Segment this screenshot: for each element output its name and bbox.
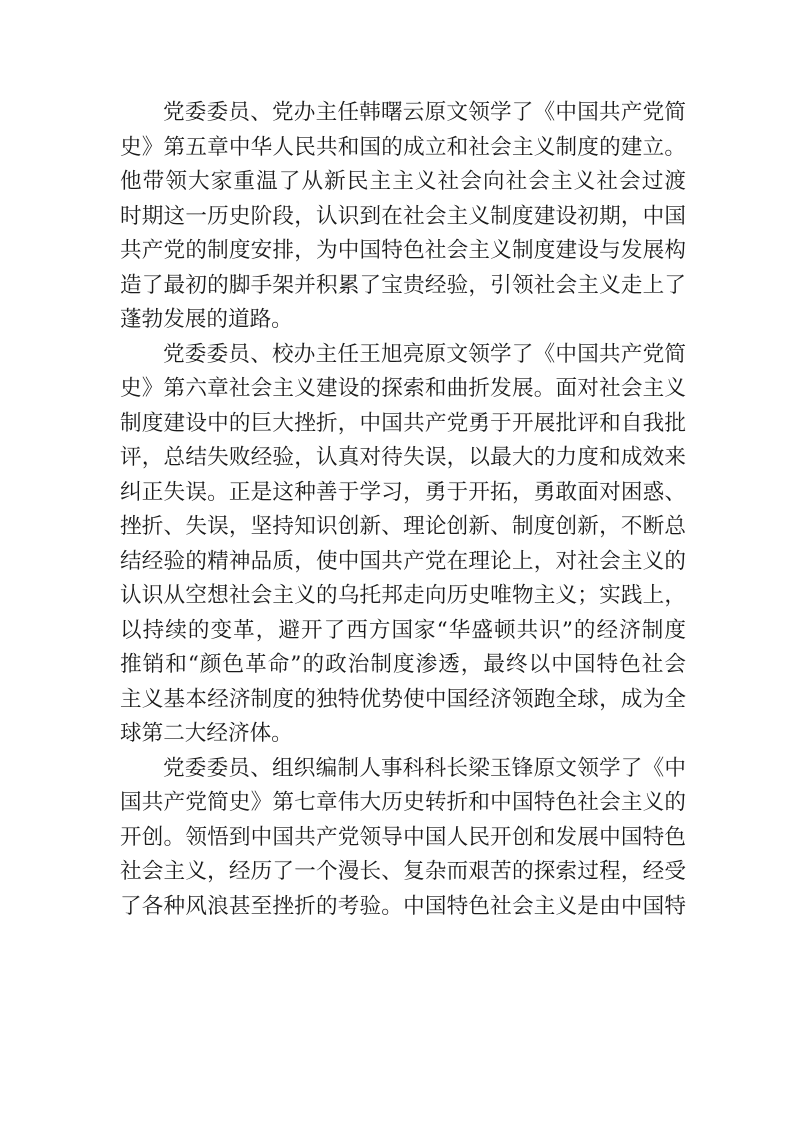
text-line: 球第二大经济体。: [120, 721, 293, 746]
text-line: 了各种风浪甚至挫折的考验。中国特色社会主义是由中国特: [120, 893, 686, 919]
text-line: 推销和“颜色革命”的政治制度渗透，最终以中国特色社会: [120, 652, 686, 677]
paragraph-3: [120, 752, 686, 925]
text-line: 评，总结失败经验，认真对待失误，以最大的力度和成效来: [120, 445, 686, 470]
text-line: 以持续的变革，避开了西方国家“华盛顿共识”的经济制度: [120, 617, 686, 643]
paragraph-1: [120, 96, 686, 338]
text-line: 他带领大家重温了从新民主主义社会向社会主义社会过渡: [120, 169, 686, 194]
text-line: 认识从空想社会主义的乌托邦走向历史唯物主义；实践上，: [120, 583, 686, 608]
text-line: 造了最初的脚手架并积累了宝贵经验，引领社会主义走上了: [120, 272, 686, 298]
text-line: 制度建设中的巨大挫折，中国共产党勇于开展批评和自我批: [120, 410, 686, 436]
paragraph-2: [120, 338, 686, 752]
text-line: 时期这一历史阶段，认识到在社会主义制度建设初期，中国: [120, 203, 686, 229]
document-body: [120, 96, 686, 924]
text-line: 史》第六章社会主义建设的探索和曲折发展。面对社会主义: [120, 376, 686, 401]
text-line: 纠正失误。正是这种善于学习，勇于开拓，勇敢面对困惑、: [120, 479, 686, 505]
text-line: 社会主义，经历了一个漫长、复杂而艰苦的探索过程，经受: [120, 859, 686, 884]
text-line: 蓬勃发展的道路。: [120, 307, 293, 332]
text-line: 党委委员、党办主任韩曙云原文领学了《中国共产党简: [163, 100, 686, 125]
text-line: 史》第五章中华人民共和国的成立和社会主义制度的建立。: [120, 134, 686, 160]
text-line: 党委委员、组织编制人事科科长梁玉锋原文领学了《中: [163, 755, 686, 781]
text-line: 开创。领悟到中国共产党领导中国人民开创和发展中国特色: [120, 824, 686, 850]
text-line: 结经验的精神品质，使中国共产党在理论上，对社会主义的: [120, 548, 686, 574]
text-line: 主义基本经济制度的独特优势使中国经济领跑全球，成为全: [120, 686, 686, 712]
text-line: 国共产党简史》第七章伟大历史转折和中国特色社会主义的: [120, 790, 686, 815]
text-line: 党委委员、校办主任王旭亮原文领学了《中国共产党简: [163, 341, 686, 367]
text-line: 共产党的制度安排，为中国特色社会主义制度建设与发展构: [120, 238, 686, 263]
text-line: 挫折、失误，坚持知识创新、理论创新、制度创新，不断总: [120, 514, 686, 539]
